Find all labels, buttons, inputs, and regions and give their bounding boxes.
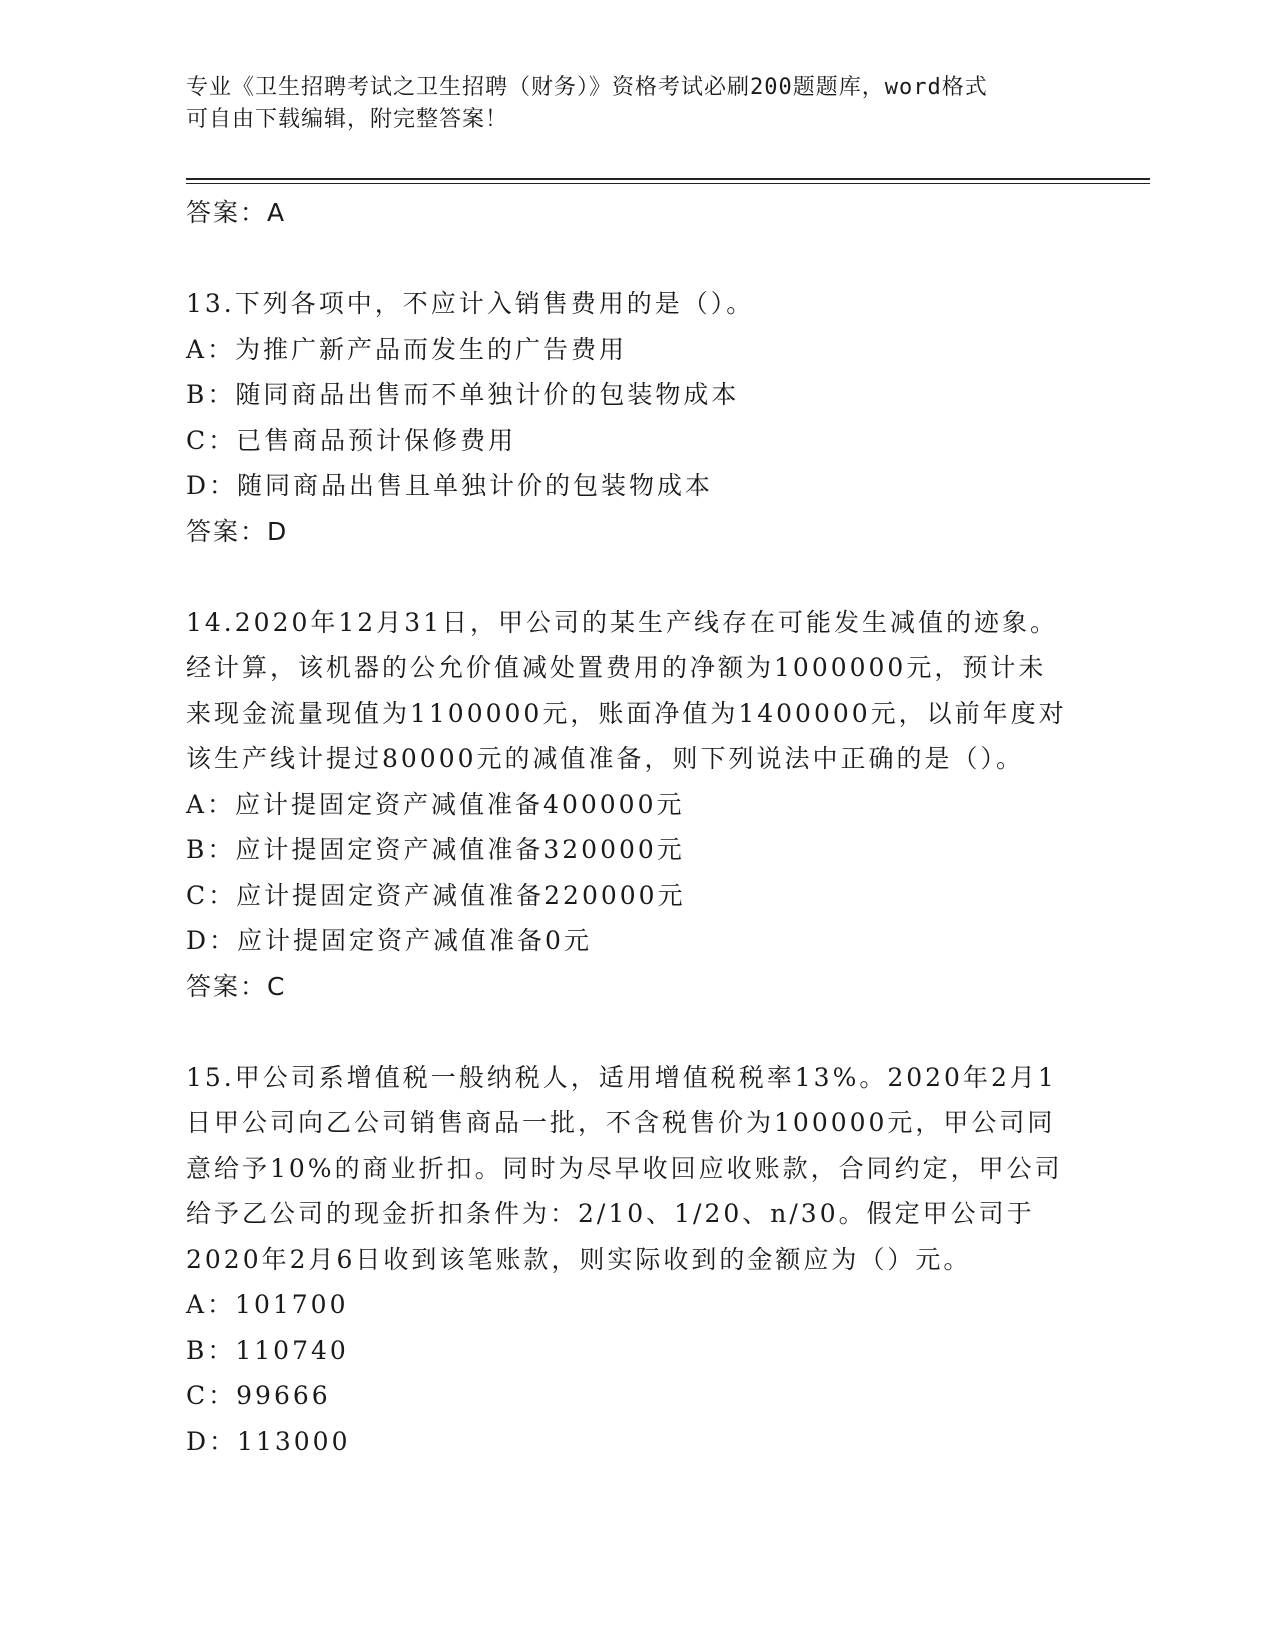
option-d: D：113000 [186, 1426, 351, 1456]
option-b: B：110740 [186, 1335, 349, 1365]
header-rule-thin [186, 183, 1150, 184]
question-stem: 14.2020年12月31日，甲公司的某生产线存在可能发生减值的迹象。 [186, 607, 1059, 637]
question-content [186, 190, 1086, 1464]
question-13 [186, 281, 1086, 554]
spacer [186, 1009, 1086, 1055]
question-stem: 给予乙公司的现金折扣条件为：2/10、1/20、n/30。假定甲公司于 [186, 1199, 1035, 1228]
option-b: B：应计提固定资产减值准备320000元 [186, 835, 685, 864]
question-stem: 经计算，该机器的公允价值减处置费用的净额为1000000元，预计未 [186, 653, 1047, 682]
question-stem: 该生产线计提过80000元的减值准备，则下列说法中正确的是（）。 [186, 744, 1025, 773]
option-d: D：随同商品出售且单独计价的包装物成本 [186, 471, 714, 500]
header-rule-thick [186, 178, 1150, 180]
answer: 答案：D [186, 516, 289, 546]
question-stem: 日甲公司向乙公司销售商品一批，不含税售价为100000元，甲公司同 [186, 1108, 1056, 1137]
question-stem: 2020年2月6日收到该笔账款，则实际收到的金额应为（）元。 [186, 1244, 972, 1274]
question-stem: 来现金流量现值为1100000元，账面净值为1400000元，以前年度对 [186, 698, 1067, 728]
header-line-2: 可自由下载编辑，附完整答案！ [186, 107, 509, 132]
question-stem: 13.下列各项中，不应计入销售费用的是（）。 [186, 289, 755, 318]
document-header [186, 72, 1086, 136]
option-a: A：为推广新产品而发生的广告费用 [186, 334, 628, 364]
option-a: A：101700 [186, 1290, 349, 1319]
option-c: C：应计提固定资产减值准备220000元 [186, 880, 686, 910]
question-15 [186, 1055, 1086, 1465]
question-stem: 意给予10%的商业折扣。同时为尽早收回应收账款，合同约定，甲公司 [186, 1153, 1063, 1183]
previous-answer: 答案：A [186, 198, 287, 227]
option-b: B：随同商品出售而不单独计价的包装物成本 [186, 380, 740, 409]
question-14 [186, 600, 1086, 1010]
spacer [186, 554, 1086, 600]
header-line-1: 专业《卫生招聘考试之卫生招聘（财务）》资格考试必刷200题题库，word格式 [186, 75, 988, 100]
option-a: A：应计提固定资产减值准备400000元 [186, 789, 685, 819]
spacer [186, 236, 1086, 282]
option-c: C：99666 [186, 1381, 331, 1410]
option-c: C：已售商品预计保修费用 [186, 425, 517, 455]
question-stem: 15.甲公司系增值税一般纳税人，适用增值税税率13%。2020年2月1 [186, 1062, 1057, 1092]
option-d: D：应计提固定资产减值准备0元 [186, 926, 592, 955]
answer: 答案：C [186, 971, 287, 1001]
